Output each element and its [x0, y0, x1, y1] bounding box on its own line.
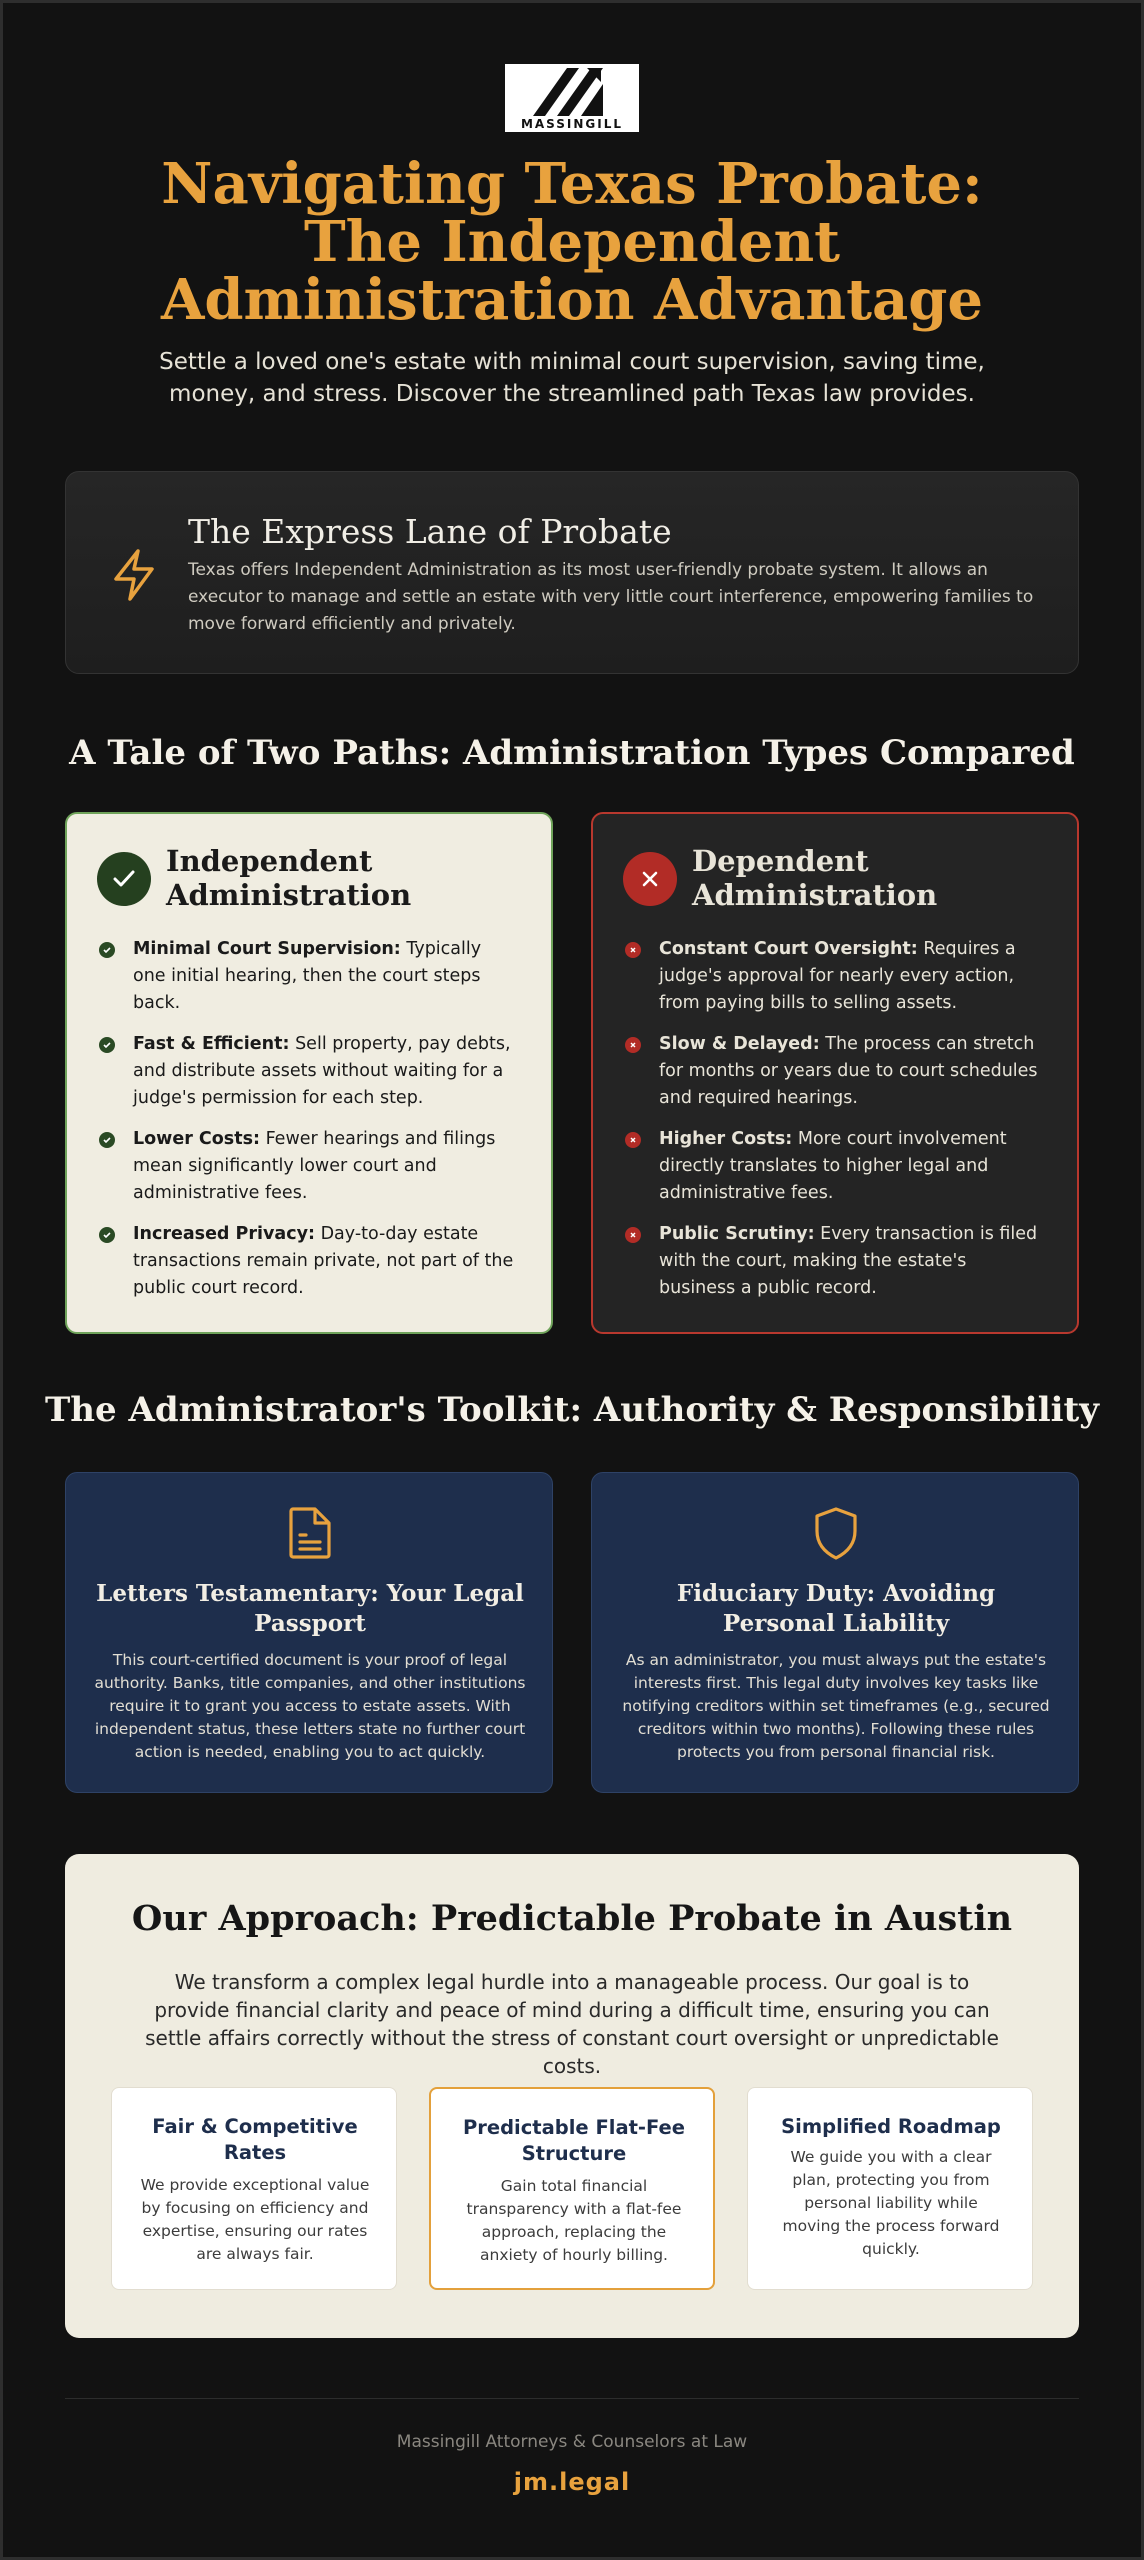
toolkit-section-title: The Administrator's Toolkit: Authority & Responsibility — [45, 1390, 1099, 1430]
feature-title: Predictable Flat-Fee Structure — [462, 2116, 686, 2165]
x-circle-icon — [625, 1227, 641, 1243]
item-text: Fewer hearings and filings mean significantly lower court and administrative fees. — [133, 1129, 496, 1203]
item-text: Typically one initial hearing, then the court steps back. — [133, 939, 482, 1013]
feature-text: We provide exceptional value by focusing on efficiency and expertise, ensuring our rates are always fair. — [140, 2176, 370, 2263]
item-label: Minimal Court Supervision: — [133, 939, 401, 959]
independent-title: Independent Administration — [166, 844, 412, 912]
footer-website-link[interactable]: jm.legal — [513, 2468, 631, 2496]
check-icon — [99, 942, 115, 958]
list-item — [625, 1031, 1045, 1112]
feature-title: Fair & Competitive Rates — [152, 2115, 358, 2164]
item-label: Public Scrutiny: — [659, 1224, 815, 1244]
express-lane-title: The Express Lane of Probate — [188, 512, 672, 551]
logo-wordmark: MASSINGILL — [520, 117, 624, 131]
dependent-administration-card — [591, 812, 1079, 1334]
fiduciary-duty-text: As an administrator, you must always put the estate's interests first. This legal duty involves key tasks like notifying creditors within set timeframes (e.g., secured creditors within two months). Following these rules protects you from personal financial risk. — [622, 1651, 1050, 1761]
approach-panel — [65, 1854, 1079, 2338]
list-item — [99, 936, 519, 1017]
fiduciary-duty-title: Fiduciary Duty: Avoiding Personal Liability — [676, 1580, 996, 1637]
item-label: Fast & Efficient: — [133, 1034, 290, 1054]
item-text: Requires a judge's approval for nearly every action, from paying bills to selling assets. — [659, 939, 1016, 1013]
document-icon — [285, 1505, 335, 1561]
express-lane-text: Texas offers Independent Administration as its most user-friendly probate system. It allows an executor to manage and settle an estate with very little court interference, empowering families to move forward efficiently and privately. — [188, 560, 1034, 634]
item-label: Slow & Delayed: — [659, 1034, 820, 1054]
dependent-drawbacks-list — [625, 936, 1045, 1316]
check-icon — [110, 865, 138, 893]
page-title: Navigating Texas Probate: The Independent Administration Advantage — [160, 151, 984, 333]
check-icon — [99, 1037, 115, 1053]
independent-badge — [97, 852, 151, 906]
footer-organization: Massingill Attorneys & Counselors at Law — [396, 2432, 748, 2452]
check-icon — [99, 1132, 115, 1148]
hero-subtitle: Settle a loved one's estate with minimal court supervision, saving time, money, and stress. Discover the streamlined path Texas law provides. — [159, 349, 985, 407]
dependent-badge — [623, 852, 677, 906]
list-item — [625, 1221, 1045, 1302]
shield-icon — [811, 1505, 861, 1561]
x-circle-icon — [625, 1037, 641, 1053]
letters-testamentary-text: This court-certified document is your proof of legal authority. Banks, title companies, and other institutions require it to grant you access to estate assets. With independent status, these letters state no further court action is needed, enabling you to act quickly. — [94, 1651, 526, 1761]
item-label: Lower Costs: — [133, 1129, 260, 1149]
comparison-section-title: A Tale of Two Paths: Administration Types Compared — [69, 733, 1075, 773]
item-text: Every transaction is filed with the court, making the estate's business a public record. — [659, 1224, 1038, 1298]
x-circle-icon — [625, 1132, 641, 1148]
list-item — [99, 1221, 519, 1302]
list-item — [99, 1126, 519, 1207]
massingill-logo[interactable] — [505, 64, 639, 132]
independent-administration-card — [65, 812, 553, 1334]
item-text: More court involvement directly translates to higher legal and administrative fees. — [659, 1129, 1007, 1203]
item-label: Increased Privacy: — [133, 1224, 316, 1244]
item-text: The process can stretch for months or years due to court schedules and required hearings. — [659, 1034, 1038, 1108]
item-label: Higher Costs: — [659, 1129, 793, 1149]
feature-text: We guide you with a clear plan, protecting you from personal liability while moving the process forward quickly. — [782, 2148, 1000, 2258]
item-label: Constant Court Oversight: — [659, 939, 918, 959]
approach-lead: We transform a complex legal hurdle into a manageable process. Our goal is to provide financial clarity and peace of mind during a difficult time, ensuring you can settle affairs correctly without the stress of constant court oversight or unpredictable costs. — [145, 1970, 999, 2078]
footer-divider — [65, 2398, 1079, 2399]
x-circle-icon — [625, 942, 641, 958]
feature-card-roadmap — [747, 2087, 1033, 2290]
list-item — [99, 1031, 519, 1112]
lightning-bolt-icon — [108, 547, 160, 603]
letters-testamentary-title: Letters Testamentary: Your Legal Passport — [96, 1580, 524, 1637]
feature-card-flat-fee — [429, 2087, 715, 2290]
letters-testamentary-card — [65, 1472, 553, 1793]
list-item — [625, 1126, 1045, 1207]
check-icon — [99, 1227, 115, 1243]
express-lane-card — [65, 471, 1079, 674]
list-item — [625, 936, 1045, 1017]
feature-text: Gain total financial transparency with a flat-fee approach, replacing the anxiety of hourly billing. — [466, 2177, 682, 2264]
feature-card-rates — [111, 2087, 397, 2290]
approach-title: Our Approach: Predictable Probate in Austin — [131, 1898, 1013, 1939]
independent-benefits-list — [99, 936, 519, 1316]
fiduciary-duty-card — [591, 1472, 1079, 1793]
feature-title: Simplified Roadmap — [781, 2115, 1001, 2138]
item-text: Sell property, pay debts, and distribute assets without waiting for a judge's permission for each step. — [133, 1034, 511, 1108]
dependent-title: Dependent Administration — [692, 844, 938, 912]
item-text: Day-to-day estate transactions remain private, not part of the public court record. — [133, 1224, 514, 1298]
x-icon — [636, 865, 664, 893]
